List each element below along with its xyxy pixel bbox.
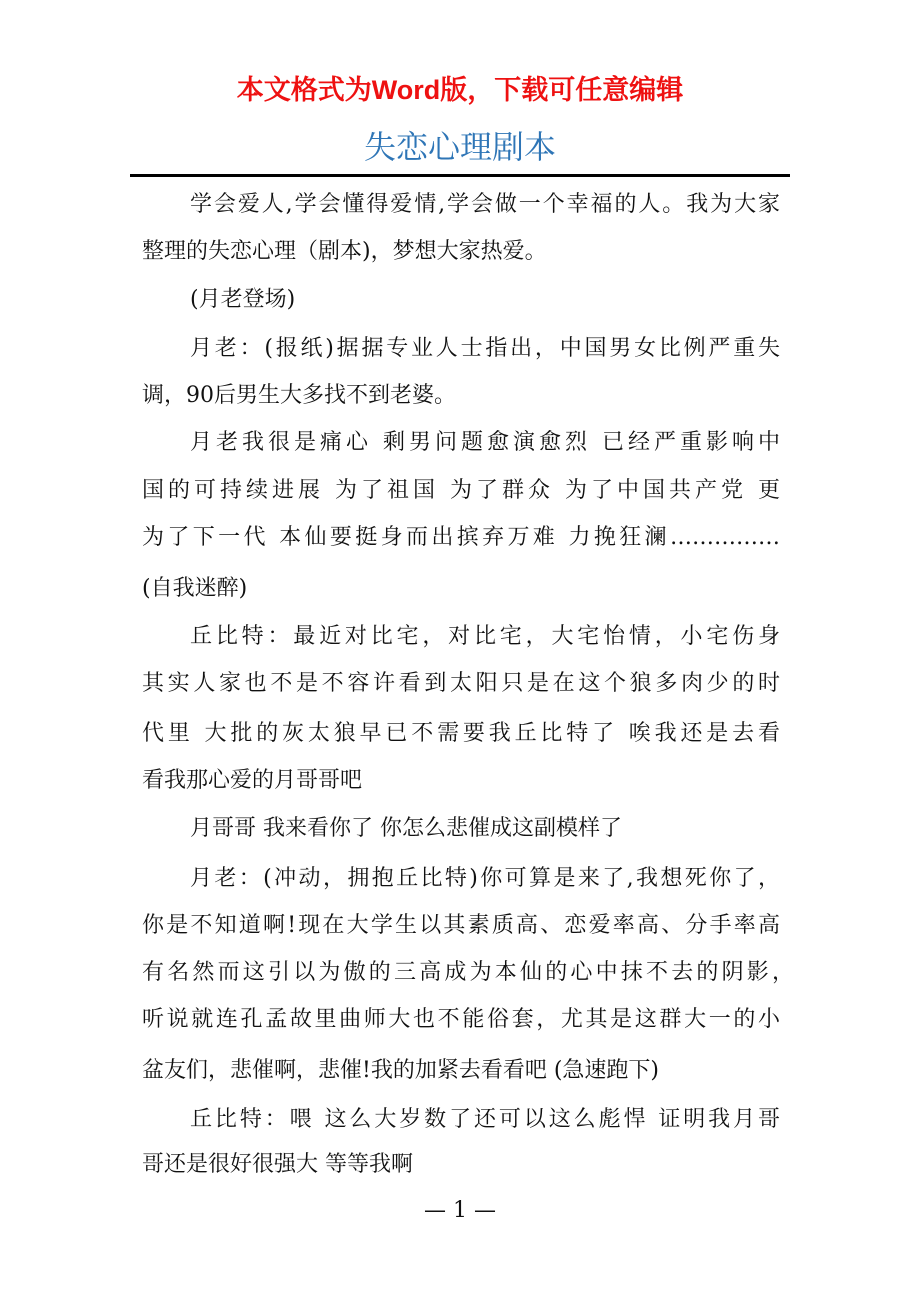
paragraph-line: 月老：(冲动，拥抱丘比特)你可算是来了,我想死你了， xyxy=(190,866,780,891)
paragraph-line: 国的可持续进展 为了祖国 为了群众 为了中国共产党 更 xyxy=(142,478,780,503)
paragraph-line: (自我迷醉) xyxy=(142,576,248,601)
paragraph-line: (月老登场) xyxy=(190,287,296,312)
paragraph-line: 调，90后男生大多找不到老婆。 xyxy=(142,383,456,408)
paragraph-line: 哥还是很好很强大 等等我啊 xyxy=(142,1152,413,1177)
paragraph-line: 月老我很是痛心 剩男问题愈演愈烈 已经严重影响中 xyxy=(190,430,780,455)
paragraph-line: 月哥哥 我来看你了 你怎么悲催成这副模样了 xyxy=(190,816,622,841)
download-banner: 本文格式为Word版，下载可任意编辑 xyxy=(236,75,684,105)
paragraph-line: 听说就连孔孟故里曲师大也不能俗套，尤其是这群大一的小 xyxy=(142,1007,780,1032)
paragraph-line: 你是不知道啊!现在大学生以其素质高、恋爱率高、分手率高 xyxy=(142,913,780,938)
document-title: 失恋心理剧本 xyxy=(363,129,556,165)
page-number: — 1 — xyxy=(424,1198,496,1223)
paragraph-line: 其实人家也不是不容许看到太阳只是在这个狼多肉少的时 xyxy=(142,671,780,696)
paragraph-line: 丘比特：喂 这么大岁数了还可以这么彪悍 证明我月哥 xyxy=(190,1107,780,1132)
paragraph-line: 月老：(报纸)据据专业人士指出，中国男女比例严重失 xyxy=(190,336,780,361)
paragraph-line: 代里 大批的灰太狼早已不需要我丘比特了 唉我还是去看 xyxy=(142,721,780,746)
paragraph-line: 有名然而这引以为傲的三高成为本仙的心中抹不去的阴影， xyxy=(142,960,794,985)
paragraph-line: 盆友们，悲催啊，悲催!我的加紧去看看吧 (急速跑下) xyxy=(142,1058,660,1083)
paragraph-line: 整理的失恋心理（剧本)，梦想大家热爱。 xyxy=(142,239,547,264)
paragraph-line: 为了下一代 本仙要挺身而出摈弃万难 力挽狂澜…………… xyxy=(142,525,780,550)
paragraph-line: 看我那心爱的月哥哥吧 xyxy=(142,768,363,793)
title-divider xyxy=(130,174,790,177)
paragraph-line: 学会爱人,学会懂得爱情,学会做一个幸福的人。我为大家 xyxy=(190,192,780,217)
paragraph-line: 丘比特：最近对比宅，对比宅，大宅怡情，小宅伤身 xyxy=(190,624,780,649)
